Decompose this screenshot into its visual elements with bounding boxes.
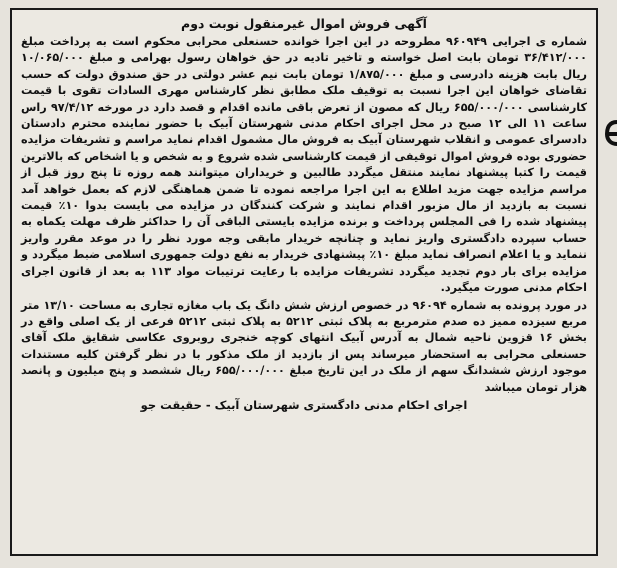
cropped-edge-mark [605, 118, 617, 158]
notice-signature: اجرای احکام مدنی دادگستری شهرستان آبیک - حقیقت جو [140, 397, 468, 412]
notice-paragraph-1: شماره ی اجرایی ۹۶۰۹۴۹ مطروحه در این اجرا خوانده حسنعلی محرابی محکوم است به پرداخت مبلغ ۳۶/۴۱۲/۰۰۰ تومان بابت اصل خواسته و تاخیر تادیه در حق خواهان رسول بهرامی و مبلغ ۱۰/۰۶۵/۰۰۰ ریال بابت هزینه دادرسی و مبلغ ۱/۸۷۵/۰۰۰ تومان بابت نیم عشر دولتی در حق صندوق دولت که حسب تقاضای خواهان این اجرا نسبت به توقیف ملک مطابق نظر کارشناس مهری السادات تقوی با قیمت کارشناسی ۶۵۵/۰۰۰/۰۰۰ ریال که مصون از تعرض باقی مانده اقدام و قصد دارد در مورخه ۹۷/۴/۱۲ راس ساعت ۱۱ الی ۱۲ صبح در محل اجرای احکام مدنی شهرستان آبیک با حضور نماینده محترم دادستان دادسرای عمومی و انقلاب شهرستان آبیک به فروش مال مشمول اقدام نماید مراسم و تشریفات مزایده حضوری بوده فروش اموال توقیفی از قیمت کارشناسی شده شروع و به شخص و یا اشخاص که بالاترین قیمت را کتبا پیشنهاد نمایند منتقل میگردد طالبین و خریداران میتوانند همه روزه تا پنج روز قبل از مراسم مزایده جهت مزید اطلاع به این اجرا مراجعه نموده تا ضمن هماهنگی لازم که بعمل خواهد آمد نسبت به بازدید از مال مزبور اقدام نمایند و شرکت کنندگان در مزایده می بایست بدوا ۱۰٪ قیمت پیشنهاد شده را فی المجلس پرداخت و برنده مزایده بایستی الباقی آن را حداکثر ظرف مهلت یکماه به حساب سپرده دادگستری واریز نماید و چنانچه خریدار مابقی وجه مورد نظر را در موعد مقرر واریز ننماید و یا اعلام انصراف نماید مبلغ ۱۰٪ پیشنهادی خریدار به نفع دولت جمهوری اسلامی ضبط میگردد و مزایده برای بار دوم تجدید میگردد تشریفات مزایده با رعایت ترتیبات مواد ۱۱۳ به بعد از قانون اجرای احکام مدنی صورت میگیرد. [21, 35, 588, 295]
edge-glyph-icon [605, 118, 617, 158]
notice-box [10, 8, 598, 556]
notice-title: آگهی فروش اموال غیرمنقول نوبت دوم [181, 16, 427, 31]
notice-paragraph-2: در مورد پرونده به شماره ۹۶۰۹۴ در خصوص ارزش شش دانگ یک باب مغازه تجاری به مساحت ۱۳/۱۰ متر مربع سیزده ممیز ده صدم مترمربع به پلاک ثبتی ۵۲۱۲ به پلاک ثبتی ۵۲۱۲ فرعی از یک اصلی واقع در بخش ۱۶ قزوین ناحیه شمال به آدرس آبیک انتهای کوچه خنجری روبروی عکاسی شقایق ملک آقای حسنعلی محرابی به استحضار میرساند پس از بازدید از ملک مذکور با در نظر گرفتن کلیه مستندات موجود ارزش ششدانگ سهم از ملک در این تاریخ مبلغ ۶۵۵/۰۰۰/۰۰۰ ریال ششصد و پنج میلیون و پانصد هزار تومان میباشد [21, 298, 587, 394]
